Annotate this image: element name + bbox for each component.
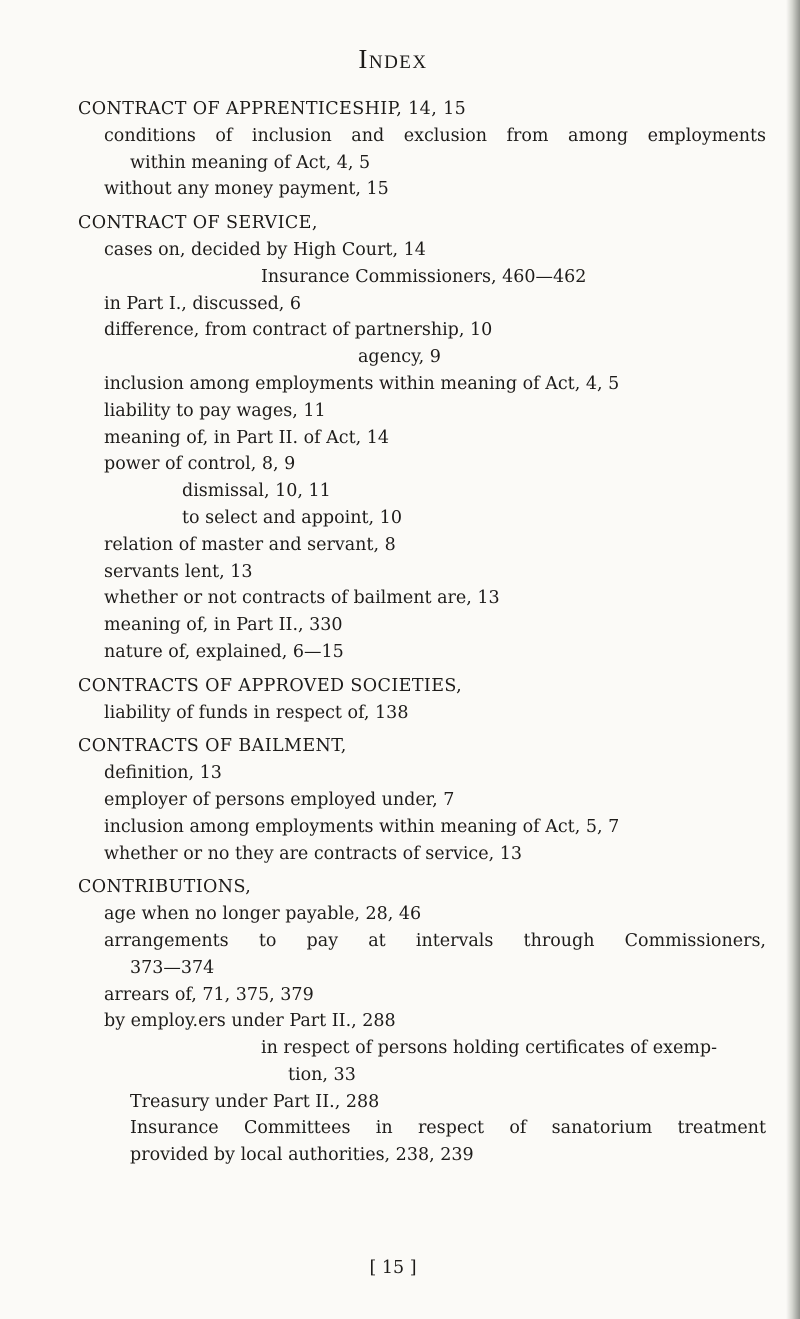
index-subentry: in Part I., discussed, 6: [104, 293, 302, 314]
page-number: [ 15 ]: [369, 1258, 417, 1278]
index-entries: [78, 96, 766, 1169]
index-subentry: definition, 13: [104, 763, 222, 784]
index-subentry: meaning of, in Part II. of Act, 14: [104, 427, 390, 448]
index-subentry: meaning of, in Part II., 330: [104, 615, 343, 636]
page-header: Index: [358, 44, 428, 74]
index-subentry: power of control, 8, 9: [104, 454, 296, 475]
index-heading: CONTRACT OF APPRENTICESHIP, 14, 15: [78, 99, 467, 119]
index-subentry: in respect of persons holding certificates of exemp-: [261, 1038, 718, 1059]
index-subentry: inclusion among employments within meaning of Act, 5, 7: [104, 816, 620, 837]
index-subentry: relation of master and servant, 8: [104, 534, 396, 555]
entry-gap: [78, 203, 766, 210]
index-subentry: Treasury under Part II., 288: [130, 1091, 380, 1112]
page-edge-shadow: [786, 0, 800, 1319]
index-subentry: whether or no they are contracts of service, 13: [104, 843, 522, 864]
index-heading: CONTRACTS OF BAILMENT,: [78, 736, 347, 757]
index-subentry: conditions of inclusion and exclusion from among employments: [104, 125, 766, 146]
index-subentry: Insurance Committees in respect of sanatorium treatment: [130, 1118, 766, 1139]
index-subentry: nature of, explained, 6—15: [104, 641, 344, 662]
index-subentry: liability of funds in respect of, 138: [104, 702, 409, 723]
index-subentry: cases on, decided by High Court, 14: [104, 239, 426, 260]
index-subentry: arrears of, 71, 375, 379: [104, 984, 314, 1005]
index-subentry: provided by local authorities, 238, 239: [130, 1145, 474, 1166]
index-heading: CONTRIBUTIONS,: [78, 877, 252, 898]
index-subentry: tion, 33: [288, 1064, 356, 1085]
index-subentry: inclusion among employments within meaning of Act, 4, 5: [104, 373, 620, 394]
index-subentry: liability to pay wages, 11: [104, 400, 326, 421]
index-subentry: 373—374: [130, 957, 215, 978]
index-subentry: Insurance Commissioners, 460—462: [261, 266, 587, 287]
index-subentry: arrangements to pay at intervals through Commissioners,: [104, 930, 766, 951]
index-heading: CONTRACTS OF APPROVED SOCIETIES,: [78, 675, 463, 696]
index-subentry: whether or not contracts of bailment are, 13: [104, 588, 500, 609]
index-subentry: by employ.ers under Part II., 288: [104, 1011, 396, 1032]
index-subentry: employer of persons employed under, 7: [104, 789, 455, 810]
index-subentry: dismissal, 10, 11: [182, 481, 331, 502]
index-subentry: age when no longer payable, 28, 46: [104, 904, 422, 925]
index-subentry: agency, 9: [358, 347, 441, 368]
entry-gap: [78, 666, 766, 673]
entry-gap: [78, 867, 766, 874]
index-subentry: servants lent, 13: [104, 561, 253, 582]
index-subentry: without any money payment, 15: [104, 179, 389, 200]
index-subentry: to select and appoint, 10: [182, 507, 402, 528]
entry-gap: [78, 726, 766, 733]
index-heading: CONTRACT OF SERVICE,: [78, 213, 318, 234]
index-subentry: difference, from contract of partnership, 10: [104, 320, 493, 341]
index-subentry: within meaning of Act, 4, 5: [130, 152, 371, 173]
